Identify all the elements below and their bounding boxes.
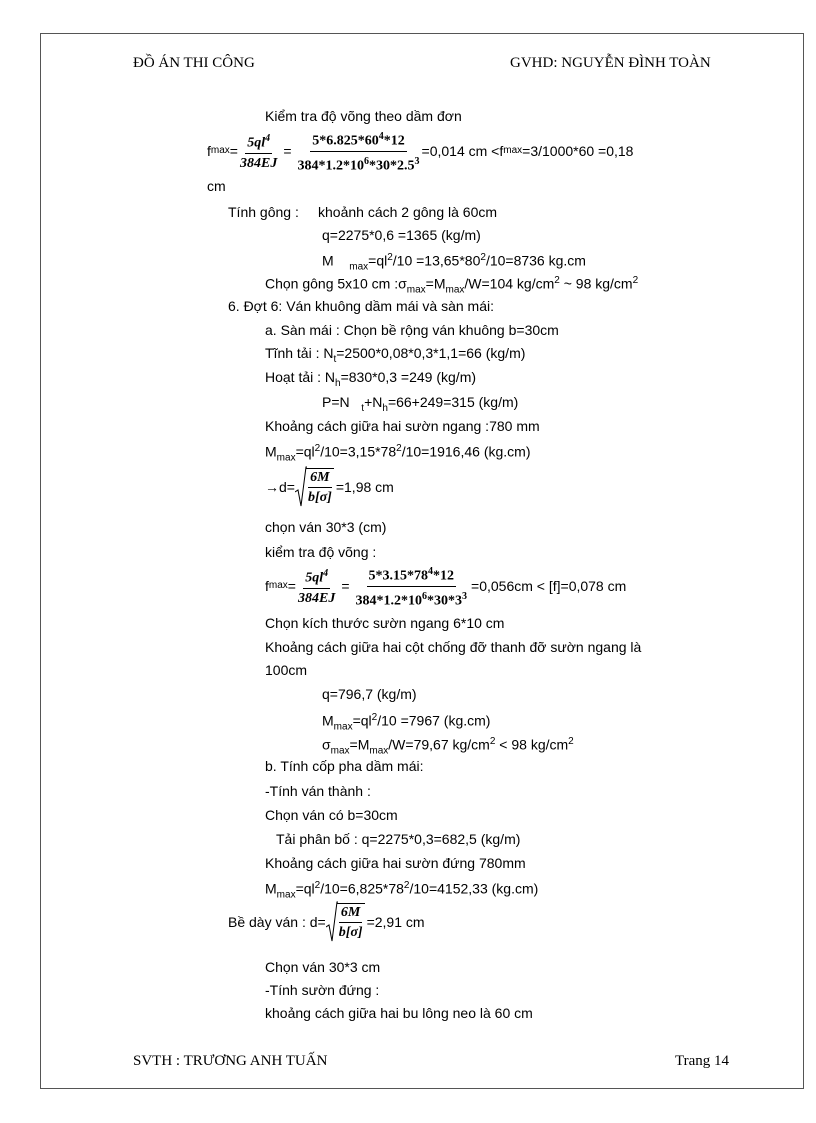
header-left: ĐỒ ÁN THI CÔNG — [133, 55, 255, 71]
text-part: Hoạt tải : N — [265, 369, 336, 385]
fraction-num: 5ql — [305, 570, 324, 586]
text-line: kiểm tra độ võng : — [265, 544, 377, 560]
text-part: =M — [425, 275, 446, 292]
text-sub: max — [276, 452, 296, 464]
fraction — [337, 904, 365, 941]
equals-sign: = — [283, 143, 292, 160]
text-sup: 2 — [554, 275, 560, 286]
formula-deflection-1 — [207, 128, 633, 174]
text-sub: h — [335, 377, 341, 389]
text-line: Khoảng cách giữa hai sườn đứng 780mm — [265, 855, 526, 871]
text-part: /10=8736 kg.cm — [485, 252, 586, 269]
text-sub: h — [382, 402, 388, 414]
fraction-num: 5*6.825*60 — [312, 133, 379, 149]
text-sup: 2 — [480, 252, 486, 263]
text-line: chọn ván 30*3 (cm) — [265, 519, 387, 535]
fraction-den-tail: *30*2.5 — [369, 158, 415, 174]
fraction-sup: 3 — [462, 590, 468, 602]
text-part: =ql — [352, 712, 372, 729]
text-sub: max — [330, 745, 350, 757]
text-sub: max — [349, 261, 369, 273]
text-line: q=2275*0,6 =1365 (kg/m) — [322, 227, 481, 243]
text-sub: max — [406, 284, 426, 296]
text-part: P=N — [322, 394, 350, 410]
text-sub: max — [445, 284, 465, 296]
text-sup: 2 — [489, 736, 496, 747]
formula-text: f — [265, 578, 269, 595]
text-line: -Tính ván thành : — [265, 783, 371, 799]
text-part: M — [322, 712, 334, 729]
text-line — [265, 368, 476, 393]
text-part: /W=79,67 kg/cm — [388, 736, 490, 753]
text-part: =66+249=315 (kg/m) — [387, 394, 519, 410]
fraction-sup: 3 — [414, 155, 420, 167]
text-part: /10=3,15*78 — [320, 443, 397, 460]
text-sup: 2 — [568, 736, 574, 747]
formula-result: =2,91 cm — [366, 914, 425, 930]
text-part: σ — [322, 736, 331, 753]
fraction-den: b[σ] — [307, 490, 332, 505]
formula-text: f — [207, 143, 211, 160]
text-line — [322, 393, 518, 418]
formula-text: Bề dày ván : d= — [228, 914, 326, 930]
fraction-sup: 4 — [428, 566, 434, 577]
text-sup: 2 — [314, 880, 321, 891]
formula-text: →d= — [265, 479, 295, 495]
text-line — [265, 344, 525, 369]
fraction-den: 384EJ — [297, 590, 336, 606]
text-part: /10 =7967 (kg.cm) — [377, 712, 491, 729]
equals-sign: = — [229, 143, 238, 160]
fraction-den: 384*1.2*10 — [297, 158, 365, 174]
fraction-num: 6M — [308, 469, 331, 488]
text-line: 100cm — [265, 662, 308, 678]
text-line: Kiểm tra độ võng theo dầm đơn — [265, 108, 462, 124]
fraction-sup: 6 — [422, 590, 428, 602]
text-part: M — [322, 252, 334, 269]
header-right: GVHD: NGUYỄN ĐÌNH TOÀN — [510, 55, 711, 71]
text-sub: max — [276, 889, 296, 901]
text-line: Chọn kích thước sườn ngang 6*10 cm — [265, 615, 505, 631]
fraction-den-tail: *30*3 — [427, 593, 463, 609]
text-part: /10=4152,33 (kg.cm) — [409, 880, 539, 897]
fraction-sup: 6 — [364, 155, 370, 167]
text-sub: max — [369, 745, 389, 757]
formula-result-tail: =3/1000*60 =0,18 — [522, 143, 634, 160]
fraction — [296, 128, 422, 174]
formula-result: =0,014 cm <f — [421, 143, 504, 160]
text-part: /10=1916,46 (kg.cm) — [401, 443, 531, 460]
sqrt-symbol — [295, 466, 334, 508]
text-line: khoảnh cách 2 gông là 60cm — [318, 204, 498, 220]
section-heading: 6. Đợt 6: Ván khuông dầm mái và sàn mái: — [228, 298, 494, 314]
text-part: /10 =13,65*80 — [392, 252, 481, 269]
text-line: Tính gông : — [228, 204, 299, 220]
text-sup: 2 — [314, 443, 321, 454]
text-line: cm — [207, 178, 226, 194]
fraction-sup: 4 — [378, 131, 384, 142]
text-part: M — [265, 880, 277, 897]
equals-sign: = — [287, 578, 296, 595]
text-sup: 2 — [632, 275, 639, 286]
text-line: Khoảng cách giữa hai sườn ngang :780 mm — [265, 418, 540, 434]
text-part: ~ 98 kg/cm — [559, 275, 633, 292]
text-sup: 2 — [387, 252, 393, 263]
fraction-den: b[σ] — [338, 925, 363, 940]
text-line: Tải phân bố : q=2275*0,3=682,5 (kg/m) — [276, 831, 521, 847]
fraction-num: 5*3.15*78 — [368, 568, 429, 584]
text-part: =ql — [295, 443, 315, 460]
text-part: =ql — [368, 252, 388, 269]
text-part: < 98 kg/cm — [495, 736, 569, 753]
formula-sub: max — [268, 580, 288, 592]
formula-result: =1,98 cm — [335, 479, 394, 495]
formula-result: =0,056cm < [f]=0,078 cm — [471, 578, 627, 595]
formula-thickness-1 — [265, 466, 394, 508]
text-line — [265, 272, 638, 299]
subsection-heading: b. Tính cốp pha dầm mái: — [265, 758, 424, 774]
text-sup: 2 — [396, 443, 402, 454]
formula-sub: max — [210, 145, 230, 157]
fraction-sup: 4 — [265, 133, 271, 145]
sqrt-symbol — [326, 901, 365, 943]
equals-sign: = — [341, 578, 350, 595]
text-sub: t — [333, 353, 337, 365]
text-part: Chọn gông 5x10 cm :σ — [265, 275, 407, 292]
text-part: Tĩnh tải : N — [265, 345, 334, 361]
fraction-num-tail: *12 — [433, 568, 455, 584]
footer-left: SVTH : TRƯƠNG ANH TUẤN — [133, 1053, 328, 1069]
fraction — [354, 563, 470, 609]
fraction — [238, 130, 279, 172]
formula-sub: max — [503, 145, 523, 157]
fraction-sup: 4 — [323, 568, 329, 580]
text-part: /10=6,825*78 — [320, 880, 404, 897]
text-line: khoảng cách giữa hai bu lông neo là 60 cm — [265, 1005, 533, 1021]
fraction-den: 384EJ — [239, 155, 278, 171]
text-part: M — [265, 443, 277, 460]
subsection-heading: a. Sàn mái : Chọn bề rộng ván khuông b=30cm — [265, 322, 559, 338]
text-part: +N — [364, 394, 383, 410]
text-line: -Tính sườn đứng : — [265, 982, 380, 998]
text-line: q=796,7 (kg/m) — [322, 686, 417, 702]
text-part: =M — [349, 736, 370, 753]
text-part: =ql — [295, 880, 315, 897]
fraction — [306, 469, 334, 506]
text-line: Chọn ván 30*3 cm — [265, 959, 381, 975]
formula-thickness-2 — [228, 901, 425, 943]
text-line — [265, 440, 530, 467]
fraction-den: 384*1.2*10 — [355, 593, 423, 609]
text-sup: 2 — [371, 712, 378, 723]
text-line: Khoảng cách giữa hai cột chống đỡ thanh đỡ sườn ngang là — [265, 639, 642, 655]
formula-deflection-2 — [265, 563, 626, 609]
text-part: =830*0,3 =249 (kg/m) — [340, 369, 477, 385]
text-sub: t — [361, 402, 365, 414]
fraction-num-tail: *12 — [383, 133, 405, 149]
fraction — [296, 565, 337, 607]
text-line: Chọn ván có b=30cm — [265, 807, 398, 823]
text-sub: max — [333, 721, 353, 733]
text-sup: 2 — [403, 880, 410, 891]
text-part: =2500*0,08*0,3*1,1=66 (kg/m) — [336, 345, 526, 361]
fraction-num: 5ql — [247, 135, 266, 151]
page-number: Trang 14 — [675, 1053, 730, 1069]
text-part: /W=104 kg/cm — [464, 275, 555, 292]
fraction-num: 6M — [339, 904, 362, 923]
